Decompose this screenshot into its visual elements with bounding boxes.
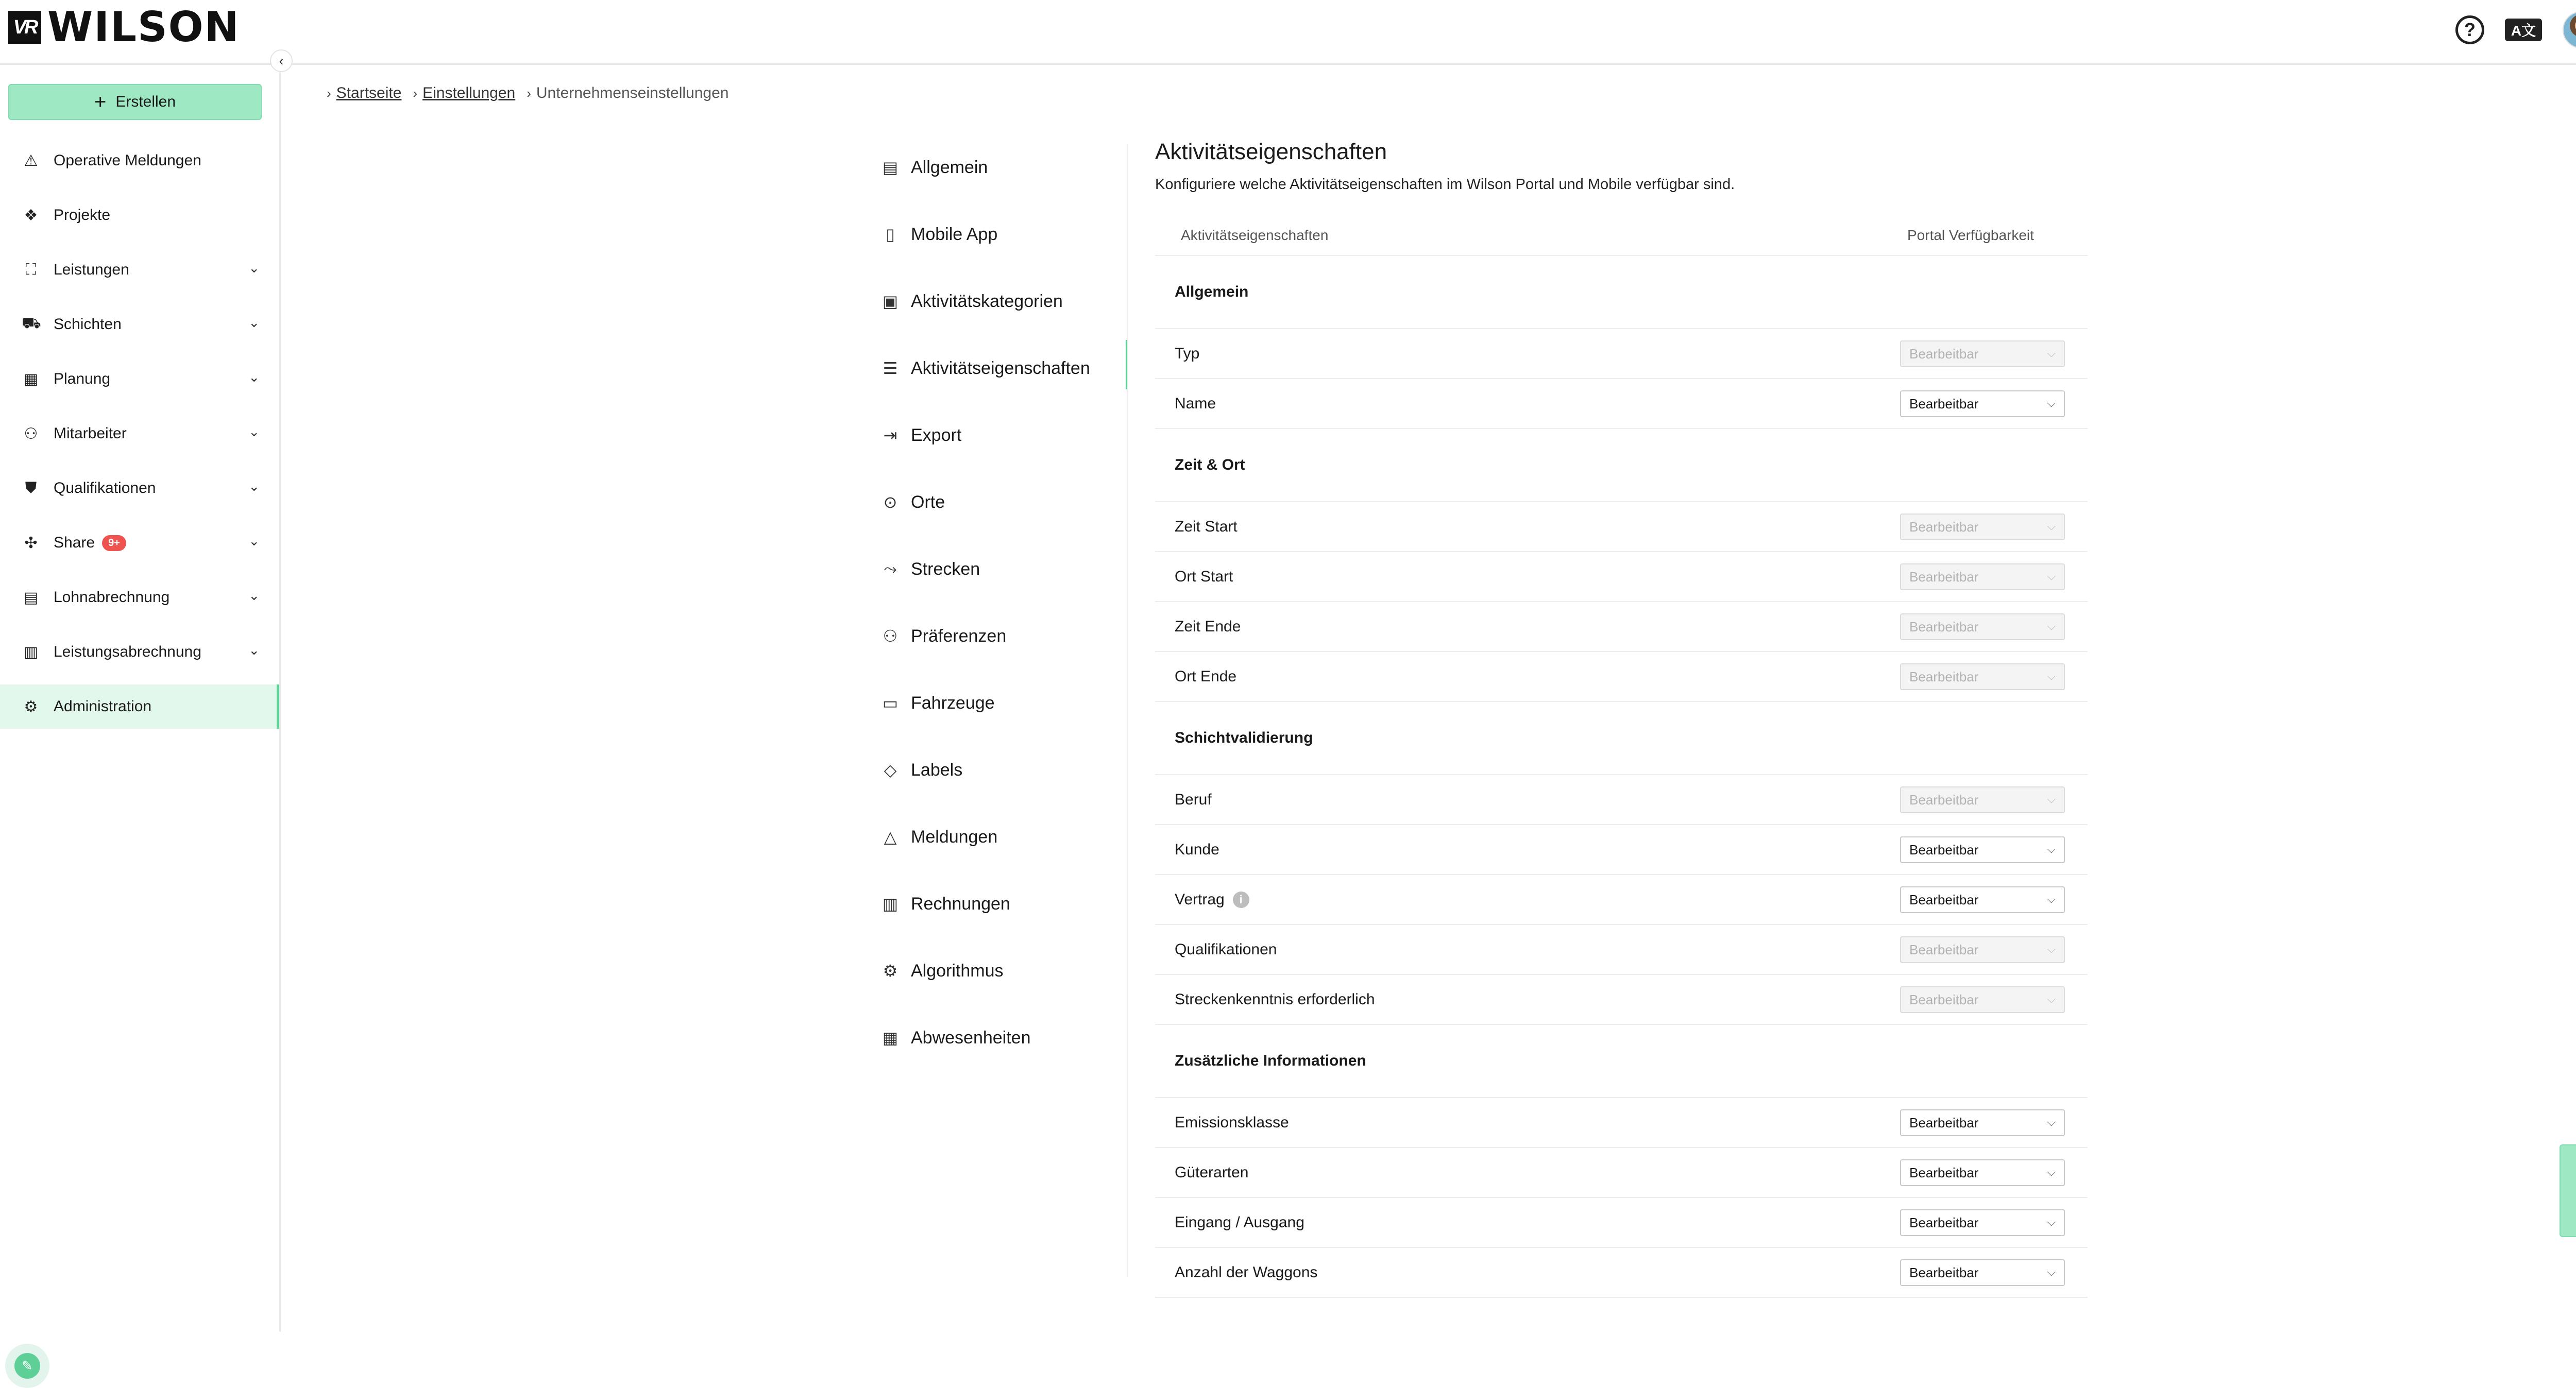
settings-nav-label: Orte	[911, 492, 945, 512]
availability-select[interactable]	[1900, 886, 2065, 913]
table-row	[1155, 552, 2088, 602]
breadcrumb-home-link[interactable]: Startseite	[336, 84, 402, 101]
sidebar-item-mitarbeiter[interactable]	[0, 412, 279, 456]
table-body	[1155, 256, 2088, 1298]
property-label: Zeit Start	[1175, 518, 1238, 535]
settings-nav-label: Abwesenheiten	[911, 1027, 1031, 1048]
property-label: Kunde	[1175, 841, 1219, 858]
chevron-down-icon: ⌄	[248, 588, 260, 603]
settings-divider	[1127, 144, 1128, 1277]
sidebar	[0, 66, 281, 1374]
sidebar-item-label: Schichten	[54, 316, 122, 333]
settings-nav-label: Mobile App	[911, 224, 998, 244]
property-label: Beruf	[1175, 791, 1212, 808]
table-row	[1155, 925, 2088, 975]
settings-nav-icon: ▣	[882, 292, 899, 311]
sidebar-item-label: Leistungsabrechnung	[54, 643, 201, 660]
chevron-down-icon: ⌄	[248, 260, 260, 276]
property-label: Zeit Ende	[1175, 618, 1241, 635]
table-row	[1155, 775, 2088, 825]
share-icon: ✣	[24, 534, 38, 552]
property-label: Ort Start	[1175, 568, 1233, 585]
chevron-down-icon: ⌵	[2047, 992, 2056, 1005]
sidebar-item-label: Planung	[54, 370, 111, 387]
availability-select	[1900, 986, 2065, 1013]
availability-value: Bearbeitbar	[1909, 792, 1979, 808]
settings-nav-label: Aktivitätseigenschaften	[911, 358, 1090, 378]
chevron-down-icon: ⌵	[2047, 893, 2056, 905]
availability-value: Bearbeitbar	[1909, 346, 1979, 362]
availability-value: Bearbeitbar	[1909, 1264, 1979, 1280]
sidebar-item-projekte[interactable]	[0, 193, 279, 237]
header-actions	[2435, 11, 2576, 48]
chevron-down-icon: ⌵	[2047, 670, 2056, 682]
chevron-down-icon: ⌄	[248, 424, 260, 439]
warning-icon: ⚠	[24, 152, 38, 169]
table-row	[1155, 1098, 2088, 1148]
logo-text: WILSON	[47, 3, 240, 51]
settings-nav-label: Präferenzen	[911, 626, 1007, 646]
column-header-name: Aktivitätseigenschaften	[1181, 227, 1329, 243]
settings-nav-icon: ▯	[886, 225, 895, 244]
property-label: Streckenkenntnis erforderlich	[1175, 990, 1375, 1008]
property-label: Anzahl der Waggons	[1175, 1263, 1318, 1281]
settings-nav-abwesenheiten[interactable]	[876, 1004, 1128, 1071]
availability-value: Bearbeitbar	[1909, 991, 1979, 1007]
settings-nav-mobile-app[interactable]	[876, 201, 1128, 268]
sidebar-item-label: Administration	[54, 698, 152, 715]
chevron-down-icon: ⌵	[2047, 943, 2056, 955]
sidebar-item-label: Leistungen	[54, 261, 129, 278]
chevron-down-icon: ⌵	[2047, 397, 2056, 409]
feedback-button[interactable]	[2560, 1144, 2576, 1237]
property-label: Name	[1175, 395, 1216, 412]
table-row	[1155, 602, 2088, 652]
breadcrumb	[327, 84, 728, 102]
settings-nav-label: Meldungen	[911, 827, 998, 847]
settings-nav-icon: ▤	[882, 158, 899, 177]
availability-select	[1900, 340, 2065, 367]
settings-nav-aktivit-tseigenschaften[interactable]	[876, 335, 1128, 402]
table-row	[1155, 825, 2088, 875]
availability-select[interactable]	[1900, 390, 2065, 417]
availability-select	[1900, 936, 2065, 963]
property-label: Vertrag	[1175, 890, 1225, 908]
sidebar-item-share[interactable]	[0, 521, 279, 565]
sidebar-item-leistungsabrechnung[interactable]	[0, 630, 279, 674]
chevron-down-icon: ⌵	[2047, 620, 2056, 632]
chevron-down-icon: ⌵	[2047, 1166, 2056, 1178]
settings-nav-export[interactable]	[876, 402, 1128, 469]
settings-nav-algorithmus[interactable]	[876, 937, 1128, 1004]
chevron-down-icon: ⌵	[2047, 843, 2056, 855]
wilson-logo[interactable]	[8, 3, 240, 51]
sidebar-item-planung[interactable]	[0, 357, 279, 401]
availability-value: Bearbeitbar	[1909, 1115, 1979, 1130]
availability-select	[1900, 513, 2065, 540]
settings-nav-icon: ▥	[882, 895, 899, 913]
table-row	[1155, 1248, 2088, 1298]
payroll-icon: ▤	[23, 589, 39, 606]
logo-mark: VR	[8, 11, 41, 44]
shifts-icon: ⛟	[22, 315, 41, 332]
availability-select	[1900, 613, 2065, 640]
settings-nav-pr-ferenzen[interactable]	[876, 603, 1128, 670]
availability-select[interactable]	[1900, 1259, 2065, 1286]
table-row	[1155, 502, 2088, 552]
settings-nav-icon: ⊙	[883, 493, 897, 511]
table-row	[1155, 329, 2088, 379]
settings-nav-icon: ⚇	[883, 627, 898, 645]
table-row	[1155, 1198, 2088, 1248]
chevron-right-icon: ›	[327, 85, 331, 101]
settings-nav-label: Rechnungen	[911, 894, 1010, 914]
chevron-down-icon: ⌵	[2047, 1215, 2056, 1228]
availability-value: Bearbeitbar	[1909, 941, 1979, 957]
availability-value: Bearbeitbar	[1909, 519, 1979, 535]
gear-icon: ⚙	[24, 698, 38, 715]
settings-nav-label: Strecken	[911, 559, 980, 579]
sidebar-item-leistungen[interactable]	[0, 248, 279, 292]
settings-nav-label: Allgemein	[911, 157, 988, 177]
settings-nav-label: Aktivitätskategorien	[911, 291, 1063, 311]
breadcrumb-current: Unternehmenseinstellungen	[536, 84, 729, 101]
availability-value: Bearbeitbar	[1909, 396, 1979, 412]
group-header: Zusätzliche Informationen	[1155, 1025, 2088, 1098]
table-row	[1155, 875, 2088, 925]
chat-icon: ✎	[14, 1353, 40, 1379]
group-header: Schichtvalidierung	[1155, 702, 2088, 775]
settings-nav-icon: ▭	[882, 694, 899, 712]
sidebar-item-label: Operative Meldungen	[54, 152, 201, 169]
language-icon[interactable]: A文	[2505, 19, 2542, 41]
property-label: Qualifikationen	[1175, 940, 1277, 958]
availability-value: Bearbeitbar	[1909, 669, 1979, 684]
sidebar-item-administration[interactable]	[0, 684, 279, 729]
settings-nav-icon: ☰	[883, 359, 898, 378]
calendar-icon: ▦	[23, 370, 39, 388]
availability-value: Bearbeitbar	[1909, 619, 1979, 635]
settings-nav	[876, 134, 1128, 1071]
settings-nav-icon: ◇	[884, 761, 897, 779]
settings-nav-meldungen[interactable]	[876, 803, 1128, 870]
settings-nav-label: Fahrzeuge	[911, 693, 995, 713]
settings-content	[1155, 139, 2088, 1281]
create-button[interactable]	[8, 84, 262, 120]
chevron-down-icon: ⌄	[248, 478, 260, 494]
settings-nav-icon: ⇥	[883, 426, 897, 444]
plus-icon: +	[94, 91, 107, 113]
breadcrumb-settings-link[interactable]: Einstellungen	[422, 84, 516, 101]
property-label: Emissionsklasse	[1175, 1113, 1289, 1131]
sidebar-item-label: Share	[54, 534, 95, 551]
chevron-down-icon: ⌵	[2047, 347, 2056, 359]
property-label: Ort Ende	[1175, 667, 1237, 685]
sidebar-nav	[0, 139, 279, 739]
availability-value: Bearbeitbar	[1909, 1164, 1979, 1180]
chevron-down-icon: ⌄	[248, 533, 260, 549]
settings-nav-rechnungen[interactable]	[876, 870, 1128, 937]
property-label: Eingang / Ausgang	[1175, 1213, 1304, 1231]
property-label: Güterarten	[1175, 1163, 1249, 1181]
sidebar-item-label: Mitarbeiter	[54, 425, 127, 442]
availability-select	[1900, 786, 2065, 813]
chevron-down-icon: ⌵	[2047, 793, 2056, 806]
table-row	[1155, 652, 2088, 702]
page-description: Konfiguriere welche Aktivitätseigenschaften im Wilson Portal und Mobile verfügbar sind.	[1155, 176, 1735, 193]
table-header	[1155, 220, 2088, 256]
avatar[interactable]	[2563, 11, 2576, 48]
settings-nav-label: Export	[911, 425, 962, 445]
table-row	[1155, 975, 2088, 1025]
info-icon[interactable]: i	[1233, 892, 1249, 908]
sidebar-item-qualifikationen[interactable]	[0, 466, 279, 510]
table-row	[1155, 1148, 2088, 1198]
settings-nav-icon: ⤳	[884, 559, 897, 578]
group-header: Zeit & Ort	[1155, 429, 2088, 502]
settings-nav-fahrzeuge[interactable]	[876, 670, 1128, 736]
sidebar-item-operative-meldungen[interactable]	[0, 139, 279, 183]
projects-icon: ❖	[24, 207, 38, 224]
settings-nav-allgemein[interactable]	[876, 134, 1128, 201]
chevron-down-icon: ⌄	[248, 369, 260, 385]
notification-badge: 9+	[102, 535, 126, 551]
collapse-sidebar-button[interactable]: ‹	[270, 49, 293, 72]
availability-value: Bearbeitbar	[1909, 1214, 1979, 1230]
sidebar-item-label: Projekte	[54, 207, 111, 224]
chevron-right-icon: ›	[527, 85, 531, 101]
settings-nav-aktivit-tskategorien[interactable]	[876, 268, 1128, 335]
sidebar-item-schichten[interactable]	[0, 302, 279, 347]
invoice-icon: ▥	[23, 643, 39, 661]
chevron-right-icon: ›	[413, 85, 418, 101]
availability-value: Bearbeitbar	[1909, 569, 1979, 585]
table-row	[1155, 379, 2088, 429]
top-header	[0, 0, 2576, 65]
settings-nav-labels[interactable]	[876, 736, 1128, 803]
sidebar-item-label: Lohnabrechnung	[54, 589, 170, 606]
column-header-availability: Portal Verfügbarkeit	[1907, 227, 2034, 243]
chevron-down-icon: ⌵	[2047, 1116, 2056, 1128]
property-label: Typ	[1175, 345, 1200, 362]
chevron-down-icon: ⌄	[248, 315, 260, 330]
sidebar-item-label: Qualifikationen	[54, 479, 156, 496]
help-icon[interactable]: ?	[2455, 15, 2484, 44]
chat-button[interactable]	[5, 1344, 49, 1388]
settings-nav-label: Labels	[911, 760, 963, 780]
availability-select[interactable]	[1900, 1159, 2065, 1186]
settings-nav-orte[interactable]	[876, 469, 1128, 536]
settings-nav-strecken[interactable]	[876, 536, 1128, 603]
chevron-down-icon: ⌄	[248, 642, 260, 658]
availability-select[interactable]	[1900, 1109, 2065, 1136]
settings-nav-icon: △	[884, 828, 897, 846]
sidebar-item-lohnabrechnung[interactable]	[0, 575, 279, 620]
settings-nav-icon: ⚙	[883, 962, 898, 980]
people-icon: ⚇	[24, 425, 38, 442]
availability-select	[1900, 663, 2065, 690]
availability-value: Bearbeitbar	[1909, 842, 1979, 858]
settings-nav-icon: ▦	[882, 1029, 899, 1047]
page-title: Aktivitätseigenschaften	[1155, 139, 1387, 164]
availability-select[interactable]	[1900, 1209, 2065, 1236]
services-icon: ⛶	[25, 261, 37, 278]
qualification-icon: ⛊	[25, 479, 37, 496]
availability-value: Bearbeitbar	[1909, 892, 1979, 907]
create-button-label: Erstellen	[115, 93, 176, 110]
group-header: Allgemein	[1155, 256, 2088, 329]
availability-select	[1900, 563, 2065, 590]
availability-select[interactable]	[1900, 836, 2065, 863]
chevron-down-icon: ⌵	[2047, 570, 2056, 582]
chevron-down-icon: ⌵	[2047, 1265, 2056, 1278]
settings-nav-label: Algorithmus	[911, 961, 1004, 981]
chevron-down-icon: ⌵	[2047, 520, 2056, 533]
